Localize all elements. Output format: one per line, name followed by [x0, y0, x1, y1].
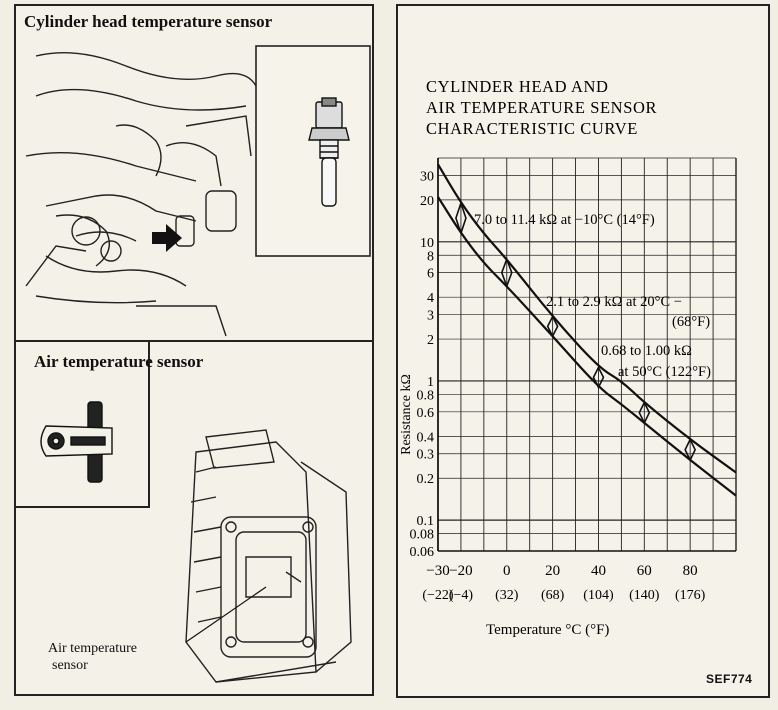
y-tick-label: 0.06 [409, 545, 434, 560]
y-tick-label: 0.4 [416, 430, 434, 446]
curve-annotation: 0.68 to 1.00 kΩ [601, 343, 692, 359]
y-tick-label: 2 [427, 333, 434, 349]
x-tick-label-f: (104) [583, 588, 614, 603]
x-tick-label: −20 [449, 563, 473, 579]
x-tick-label-f: (−4) [448, 588, 474, 603]
y-tick-label: 0.2 [416, 472, 434, 488]
x-tick-label: −30 [426, 563, 450, 579]
curve-annotation: 7.0 to 11.4 kΩ at −10°C (14°F) [474, 212, 655, 228]
chart-title-line: CYLINDER HEAD AND [426, 77, 609, 96]
y-tick-label: 30 [420, 169, 434, 185]
y-tick-label: 0.3 [416, 447, 434, 463]
chart-title-line: CHARACTERISTIC CURVE [426, 119, 638, 138]
curve-annotation: (68°F) [672, 314, 711, 330]
sensor-inset-box [256, 46, 370, 256]
curve-annotation: 2.1 to 2.9 kΩ at 20°C − [546, 294, 682, 310]
x-tick-label-f: (176) [674, 588, 706, 603]
x-axis-label: Temperature °C (°F) [486, 622, 610, 638]
y-tick-label: 4 [427, 291, 434, 307]
x-tick-label: 60 [636, 563, 652, 579]
y-tick-label: 8 [427, 249, 434, 265]
x-tick-label: 80 [682, 563, 698, 579]
y-tick-label: 3 [427, 308, 434, 324]
x-tick-label-f: (32) [495, 588, 519, 603]
callout-leader [186, 587, 266, 642]
y-tick-label: 20 [420, 193, 434, 209]
cylinder-sensor-title: Cylinder head temperature sensor [24, 12, 273, 31]
engine-illustration [16, 6, 372, 340]
arrow-icon [152, 224, 182, 252]
x-tick-label-f: (140) [629, 588, 660, 603]
characteristic-chart [396, 6, 770, 696]
curve-annotation: at 50°C (122°F) [618, 364, 711, 380]
cylinder-head-panel [16, 6, 372, 342]
x-tick-label: 0 [503, 563, 511, 579]
y-tick-label: 0.8 [416, 388, 434, 404]
x-tick-label-f: (−22) [422, 588, 454, 603]
y-tick-label: 1 [427, 374, 434, 390]
x-tick-label: 40 [590, 563, 606, 579]
y-tick-label: 0.1 [416, 514, 434, 530]
chart-title-line: AIR TEMPERATURE SENSOR [426, 98, 658, 117]
x-tick-label-f: (68) [540, 588, 565, 603]
illustration-frame [14, 4, 374, 696]
y-tick-label: 0.08 [409, 527, 434, 543]
y-axis-label: Resistance kΩ [399, 374, 414, 455]
y-tick-label: 0.6 [416, 405, 434, 421]
y-tick-label: 6 [427, 266, 434, 282]
air-sensor-callout [48, 640, 137, 674]
y-tick-label: 10 [420, 235, 434, 251]
callout-line-2: sensor [52, 658, 88, 673]
callout-line-1: Air temperature [48, 641, 138, 656]
figure-code: SEF774 [706, 672, 753, 686]
x-tick-label: 20 [545, 563, 561, 579]
air-sensor-title: Air temperature sensor [34, 352, 204, 371]
